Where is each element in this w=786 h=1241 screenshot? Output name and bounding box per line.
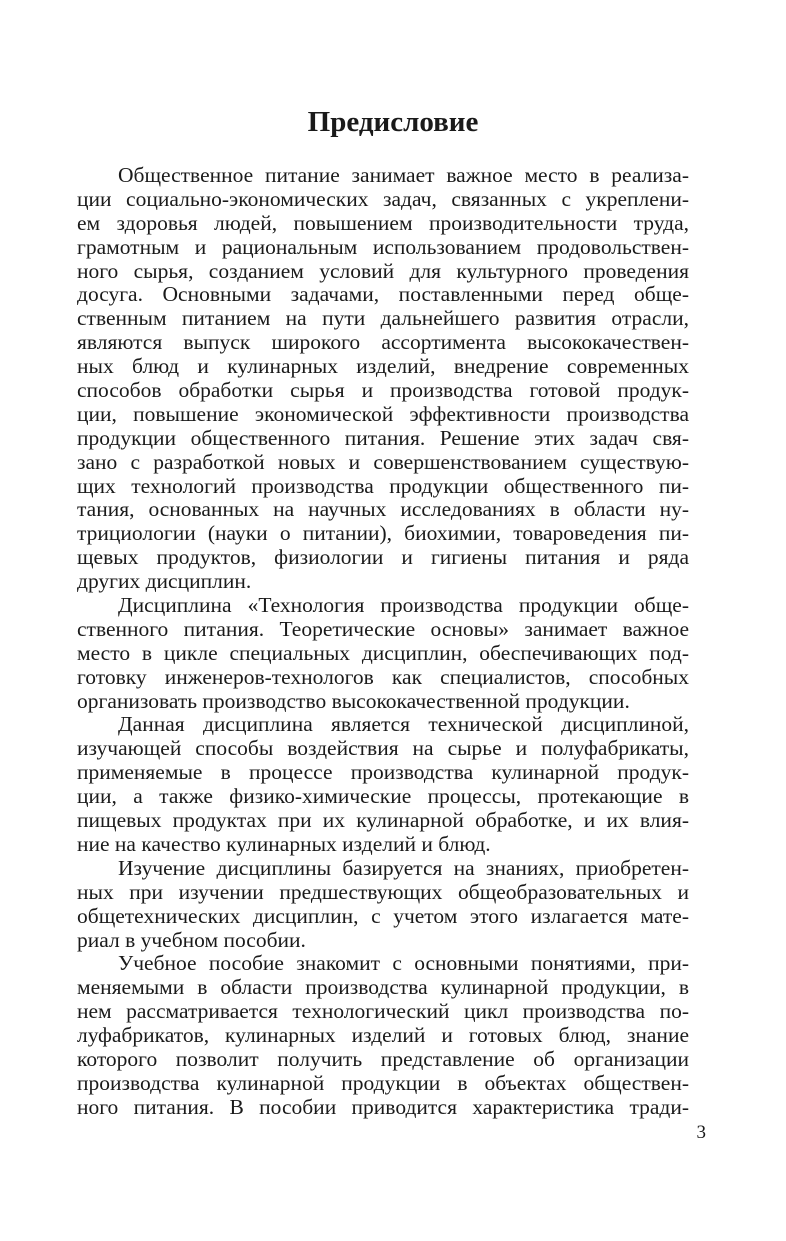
text-line: Изучение дисциплины базируется на знаниях, приобретен- bbox=[118, 855, 689, 880]
text-line: готовку инженеров-технологов как специалистов, способных bbox=[77, 664, 689, 689]
text-line: ции социально-экономических задач, связанных с укреплени- bbox=[77, 186, 689, 211]
text-line: пищевых продуктах при их кулинарной обработке, и их влия- bbox=[77, 808, 689, 833]
page-title: Предисловие bbox=[307, 106, 479, 138]
text-line: трициологии (науки о питании), биохимии, товароведения пи- bbox=[77, 521, 689, 546]
text-line: других дисциплин. bbox=[77, 569, 252, 594]
text-line: способов обработки сырья и производства готовой продук- bbox=[77, 378, 689, 403]
text-line: грамотным и рациональным использованием продовольствен- bbox=[77, 234, 689, 259]
paragraph bbox=[77, 857, 689, 953]
text-line: меняемыми в области производства кулинарной продукции, в bbox=[77, 975, 689, 1000]
text-line: Общественное питание занимает важное место в реализа- bbox=[118, 163, 689, 187]
text-line: Учебное пособие знакомит с основными понятиями, при- bbox=[118, 951, 689, 976]
text-line: ных блюд и кулинарных изделий, внедрение современных bbox=[77, 354, 689, 379]
text-line: Данная дисциплина является технической дисциплиной, bbox=[118, 712, 689, 737]
text-line: которого позволит получить представление об организации bbox=[77, 1046, 689, 1071]
text-line: Дисциплина «Технология производства продукции обще- bbox=[118, 593, 689, 618]
text-line: ного сырья, созданием условий для культурного проведения bbox=[77, 258, 689, 283]
text-line: щевых продуктов, физиологии и гигиены питания и ряда bbox=[77, 545, 689, 570]
text-line: досуга. Основными задачами, поставленными перед обще- bbox=[77, 282, 689, 307]
text-line: ственным питанием на пути дальнейшего развития отрасли, bbox=[77, 306, 689, 331]
text-line: луфабрикатов, кулинарных изделий и готовых блюд, знание bbox=[77, 1023, 689, 1048]
paragraph bbox=[77, 713, 689, 856]
text-line: ции, повышение экономической эффективности производства bbox=[77, 401, 689, 426]
paragraph bbox=[77, 952, 689, 1119]
text-line: тания, основанных на научных исследованиях в области ну- bbox=[77, 497, 689, 522]
text-line: применяемые в процессе производства кулинарной продук- bbox=[77, 760, 689, 785]
text-line: организовать производство высококачественной продукции. bbox=[77, 688, 630, 713]
text-line: ции, а также физико-химические процессы, протекающие в bbox=[77, 784, 689, 809]
text-line: общетехнических дисциплин, с учетом этого излагается мате- bbox=[77, 903, 689, 928]
text-line: ного питания. В пособии приводится характеристика тради- bbox=[77, 1094, 689, 1119]
text-body bbox=[77, 164, 689, 1120]
text-line: ние на качество кулинарных изделий и блюд. bbox=[77, 831, 491, 856]
text-line: зано с разработкой новых и совершенствованием существую- bbox=[77, 449, 689, 474]
text-line: ственного питания. Теоретические основы» занимает важное bbox=[77, 616, 689, 641]
text-line: производства кулинарной продукции в объектах обществен- bbox=[77, 1070, 689, 1095]
text-line: продукции общественного питания. Решение этих задач свя- bbox=[77, 425, 689, 450]
paragraph bbox=[77, 164, 689, 594]
text-line: щих технологий производства продукции общественного пи- bbox=[77, 473, 689, 498]
text-line: ных при изучении предшествующих общеобразовательных и bbox=[77, 879, 689, 904]
text-line: нем рассматривается технологический цикл производства по- bbox=[77, 999, 689, 1024]
text-line: риал в учебном пособии. bbox=[77, 927, 306, 952]
text-line: место в цикле специальных дисциплин, обеспечивающих под- bbox=[77, 640, 689, 665]
text-line: являются выпуск широкого ассортимента высококачествен- bbox=[77, 330, 689, 355]
text-line: ем здоровья людей, повышением производительности труда, bbox=[77, 210, 689, 235]
text-line: изучающей способы воздействия на сырье и полуфабрикаты, bbox=[77, 736, 689, 761]
paragraph bbox=[77, 594, 689, 713]
page-number: 3 bbox=[696, 1122, 706, 1143]
